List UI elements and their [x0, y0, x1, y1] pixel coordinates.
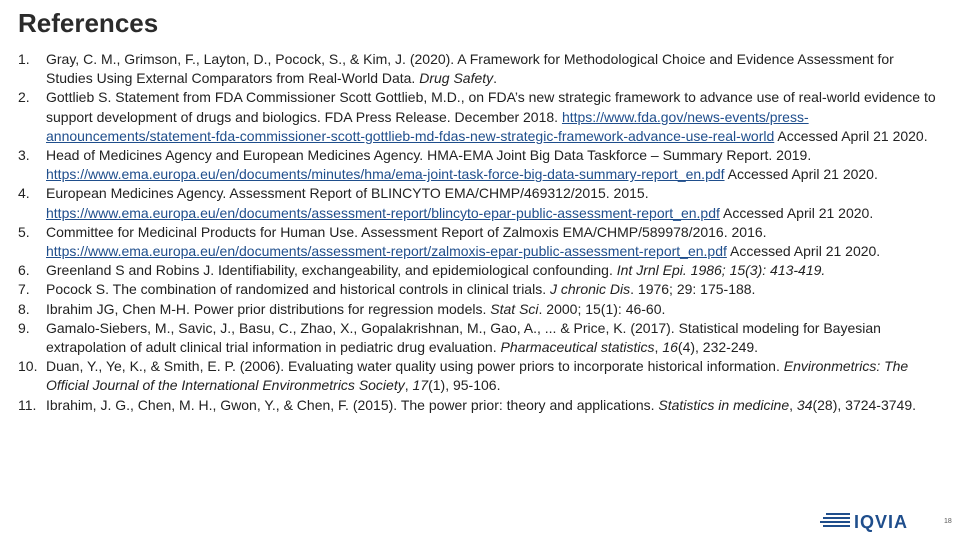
reference-number: 6.	[18, 262, 30, 279]
reference-number: 4.	[18, 185, 30, 202]
reference-italic-text: Environmetrics: The Official Journal of the International Environmetrics Society	[46, 358, 909, 394]
reference-number: 7.	[18, 281, 30, 298]
reference-text: (4), 232-249.	[677, 339, 759, 356]
reference-text: Gray, C. M., Grimson, F., Layton, D., Pocock, S., & Kim, J. (2020). A Framework for Methodological Choice and Evidence Assessment for Studies Using External Comparators from Real-World Data.	[46, 51, 894, 87]
reference-text: ,	[789, 396, 797, 413]
reference-item	[18, 300, 943, 319]
iqvia-stripes-icon	[820, 513, 850, 532]
reference-italic-text: Int Jrnl Epi. 1986; 15(3): 413-419.	[616, 262, 826, 279]
reference-text: (28), 3724-3749.	[812, 396, 917, 413]
reference-text: Committee for Medicinal Products for Human Use. Assessment Report of Zalmoxis EMA/CHMP/589978/2016. 2016.	[46, 223, 767, 240]
reference-italic-text: J chronic Dis	[549, 281, 631, 298]
reference-item	[18, 223, 943, 261]
reference-item	[18, 357, 943, 395]
page-number: 18	[944, 518, 952, 525]
reference-item	[18, 184, 943, 222]
iqvia-logo	[820, 512, 908, 533]
reference-item	[18, 50, 943, 88]
reference-item	[18, 88, 943, 146]
references-list	[18, 50, 943, 415]
reference-link[interactable]: https://www.fda.gov/news-events/press-announcements/statement-fda-commissioner-scott-gottlieb-md-fdas-new-strategic-framework-advance-use-real-world	[46, 108, 809, 144]
page-title: References	[18, 8, 159, 38]
reference-item	[18, 261, 943, 280]
reference-number: 3.	[18, 147, 30, 164]
reference-text: .	[493, 70, 498, 87]
reference-number: 9.	[18, 319, 30, 336]
reference-italic-text: Pharmaceutical statistics	[500, 339, 655, 356]
reference-item	[18, 280, 943, 299]
reference-item	[18, 146, 943, 184]
reference-number: 11.	[18, 396, 37, 413]
reference-link[interactable]: https://www.ema.europa.eu/en/documents/minutes/hma/ema-joint-task-force-big-data-summary-report_en.pdf	[46, 166, 725, 183]
reference-number: 10.	[18, 358, 38, 375]
reference-text: Gottlieb S. Statement from FDA Commissioner Scott Gottlieb, M.D., on FDA’s new strategic framework to advance use of real-world evidence to support development of drugs and biologics. FDA Press Release. December 2018.	[46, 89, 936, 125]
reference-italic-text: 16	[662, 339, 678, 356]
reference-italic-text: 17	[412, 377, 429, 394]
reference-text: Pocock S. The combination of randomized and historical controls in clinical trials.	[46, 281, 550, 298]
reference-number: 1.	[18, 51, 30, 67]
logo-text: IQVIA	[854, 512, 909, 532]
reference-link[interactable]: https://www.ema.europa.eu/en/documents/assessment-report/zalmoxis-epar-public-assessment-report_en.pdf	[46, 243, 727, 260]
reference-text: Accessed April 21 2020.	[774, 127, 928, 144]
reference-text: ,	[404, 377, 413, 394]
reference-item	[18, 396, 943, 415]
reference-text: European Medicines Agency. Assessment Report of BLINCYTO EMA/CHMP/469312/2015. 2015.	[46, 185, 649, 202]
reference-text: Head of Medicines Agency and European Medicines Agency. HMA-EMA Joint Big Data Taskforce – Summary Report. 2019.	[46, 147, 812, 164]
reference-text: Ibrahim JG, Chen M-H. Power prior distributions for regression models.	[46, 300, 491, 317]
reference-italic-text: Drug Safety	[419, 70, 494, 87]
reference-text: Ibrahim, J. G., Chen, M. H., Gwon, Y., & Chen, F. (2015). The power prior: theory and applications.	[46, 396, 659, 413]
reference-number: 8.	[18, 300, 30, 317]
reference-italic-text: Statistics in medicine	[658, 396, 790, 413]
reference-text: . 2000; 15(1): 46-60.	[538, 300, 666, 317]
reference-text: Greenland S and Robins J. Identifiability, exchangeability, and epidemiological confounding.	[46, 262, 617, 279]
reference-text: Gamalo‐Siebers, M., Savic, J., Basu, C., Zhao, X., Gopalakrishnan, M., Gao, A., ... & Price, K. (2017). Statistical modeling for Bayesian extrapolation of adult clinical trial information in pediatric drug evaluation.	[46, 319, 881, 356]
reference-text: Duan, Y., Ye, K., & Smith, E. P. (2006). Evaluating water quality using power priors to incorporate historical information.	[46, 358, 784, 375]
reference-number: 2.	[18, 89, 30, 106]
reference-link[interactable]: https://www.ema.europa.eu/en/documents/assessment-report/blincyto-epar-public-assessment-report_en.pdf	[46, 204, 720, 221]
reference-text: Accessed April 21 2020.	[724, 166, 878, 183]
reference-text: . 1976; 29: 175-188.	[630, 281, 756, 298]
reference-text: ,	[654, 339, 663, 356]
reference-italic-text: 34	[796, 396, 813, 413]
reference-text: Accessed April 21 2020.	[726, 243, 881, 260]
reference-item	[18, 319, 943, 357]
reference-number: 5.	[18, 223, 30, 240]
reference-italic-text: Stat Sci	[490, 300, 539, 317]
reference-text: Accessed April 21 2020.	[719, 204, 874, 221]
reference-text: (1), 95-106.	[428, 377, 501, 394]
